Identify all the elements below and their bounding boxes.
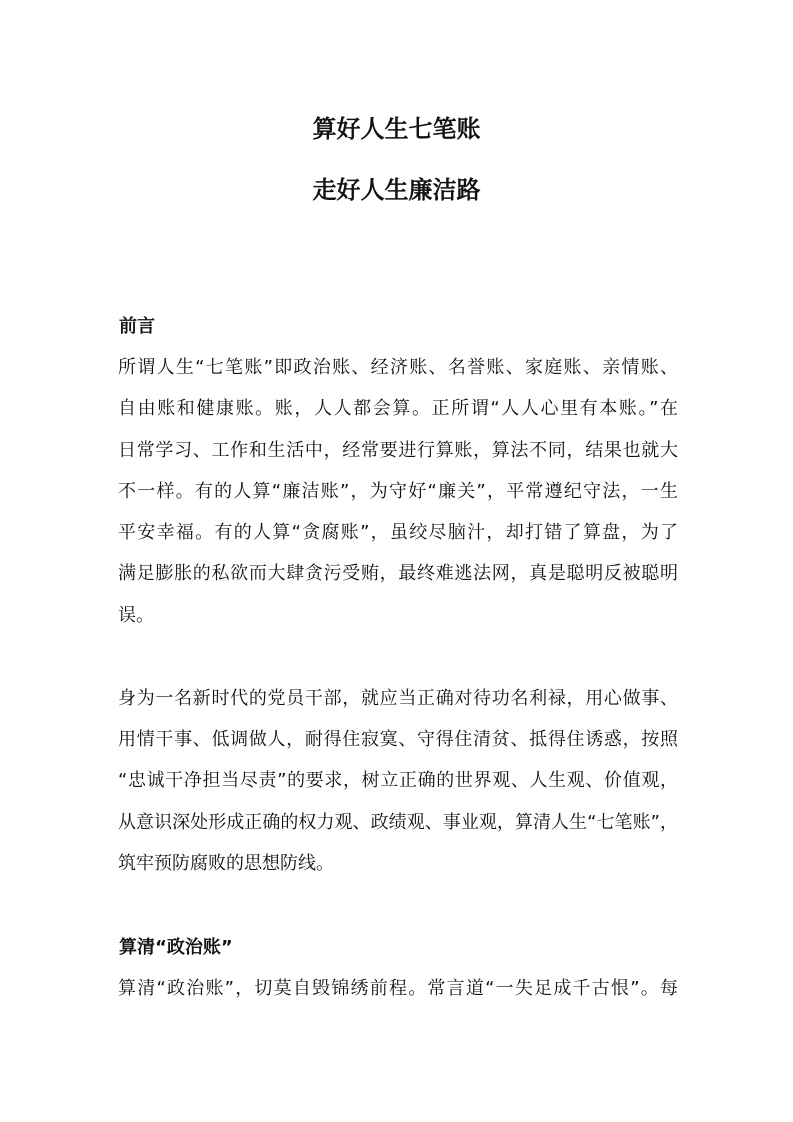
paragraph-line: 用情干事、低调做人，耐得住寂寞、守得住清贫、抵得住诱惑，按照 [118, 729, 678, 750]
paragraph-line: 所谓人生“七笔账”即政治账、经济账、名誉账、家庭账、亲情账、 [118, 357, 678, 378]
paragraph-line: 从意识深处形成正确的权力观、政绩观、事业观，算清人生“七笔账”， [118, 812, 678, 833]
paragraph-line: 不一样。有的人算“廉洁账”，为守好“廉关”，平常遵纪守法，一生 [118, 481, 678, 502]
document-title-line-1: 算好人生七笔账 [312, 115, 481, 143]
document-title-line-2: 走好人生廉洁路 [312, 176, 481, 204]
paragraph-line: 满足膨胀的私欲而大肆贪污受贿，最终难逃法网，真是聪明反被聪明 [118, 563, 678, 584]
paragraph-line: 平安幸福。有的人算“贪腐账”，虽绞尽脑汁，却打错了算盘，为了 [118, 522, 678, 543]
paragraph-line: 筑牢预防腐败的思想防线。 [118, 853, 334, 874]
section-heading-political-account: 算清“政治账” [119, 937, 233, 958]
paragraph-line: “忠诚干净担当尽责”的要求，树立正确的世界观、人生观、价值观， [118, 770, 678, 791]
paragraph-line: 日常学习、工作和生活中，经常要进行算账，算法不同，结果也就大 [118, 440, 678, 461]
paragraph-line: 算清“政治账”，切莫自毁锦绣前程。常言道“一失足成千古恨”。每 [118, 978, 678, 999]
paragraph-line: 自由账和健康账。账，人人都会算。正所谓“人人心里有本账。”在 [118, 398, 678, 419]
paragraph-line: 误。 [118, 605, 154, 626]
paragraph-line: 身为一名新时代的党员干部，就应当正确对待功名利禄，用心做事、 [118, 688, 678, 709]
section-heading-preface: 前言 [119, 316, 155, 337]
